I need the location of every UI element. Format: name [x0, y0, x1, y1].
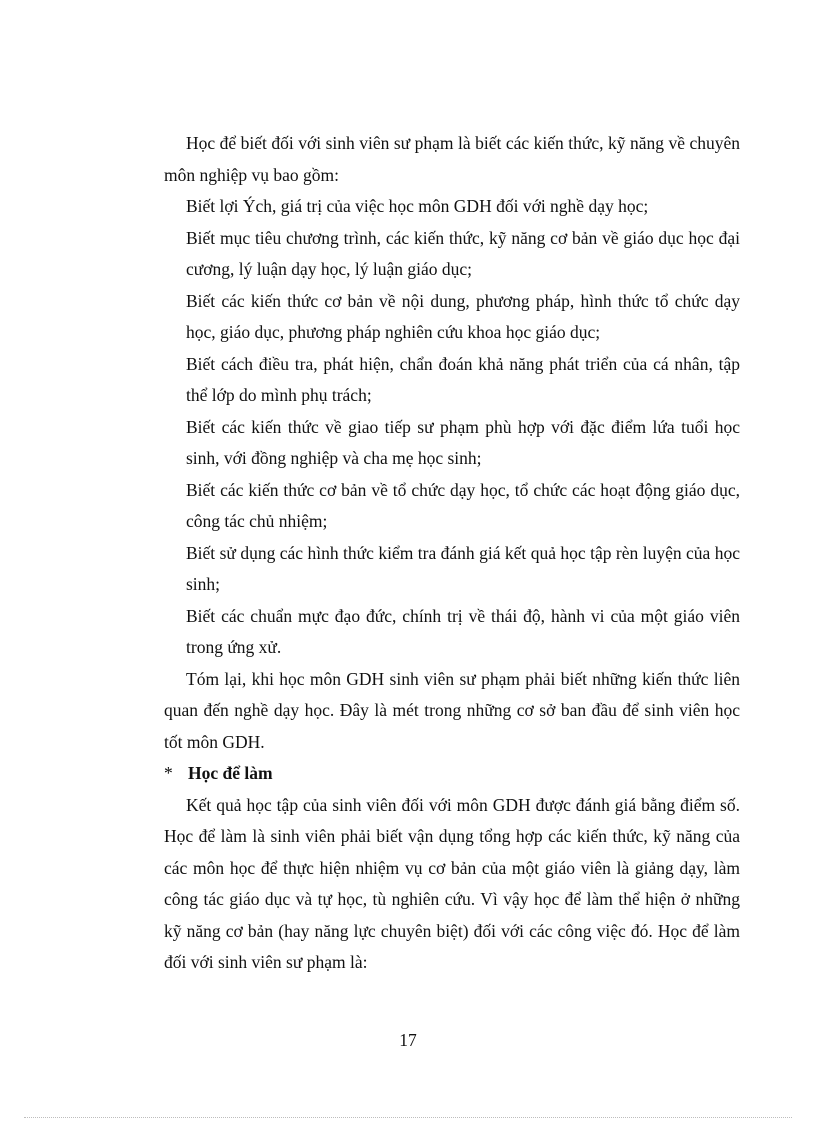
list-item: Biết các chuẩn mực đạo đức, chính trị về thái độ, hành vi của một giáo viên trong ứng xử. [186, 605, 740, 657]
list-item: Biết các kiến thức cơ bản về nội dung, phương pháp, hình thức tổ chức dạy học, giáo dục, phương pháp nghiên cứu khoa học giáo dục; [186, 290, 740, 342]
section-heading [164, 758, 740, 790]
list-item: Biết các kiến thức cơ bản về tổ chức dạy học, tổ chức các hoạt động giáo dục, công tác chủ nhiệm; [186, 479, 740, 531]
intro-paragraph: Học để biết đối với sinh viên sư phạm là biết các kiến thức, kỹ năng về chuyên môn nghiệp vụ bao gồm: [164, 133, 740, 185]
section-heading-text: Học để làm [188, 763, 273, 783]
list-item: Biết mục tiêu chương trình, các kiến thức, kỹ năng cơ bản về giáo dục học đại cương, lý luận dạy học, lý luận giáo dục; [186, 227, 740, 279]
list-item: Biết lợi Ých, giá trị của việc học môn GDH đối với nghề dạy học; [186, 196, 649, 216]
page-number: 17 [399, 1030, 417, 1050]
footer-divider [24, 1117, 792, 1118]
body-paragraph: Kết quả học tập của sinh viên đối với môn GDH được đánh giá bằng điểm số. Học để làm là sinh viên phải biết vận dụng tổng hợp các kiến thức, kỹ năng của các môn học để thực hiện nhiệm vụ cơ bản của một giáo viên là giảng dạy, làm công tác giáo dục và tự học, tù nghiên cứu. Vì vậy học để làm thể hiện ở những kỹ năng cơ bản (hay năng lực chuyên biệt) đối với các công việc đó. Học để làm đối với sinh viên sư phạm là: [164, 794, 740, 972]
summary-paragraph: Tóm lại, khi học môn GDH sinh viên sư phạm phải biết những kiến thức liên quan đến nghề dạy học. Đây là mét trong những cơ sở ban đầu để sinh viên học tốt môn GDH. [164, 668, 740, 752]
list-item: Biết các kiến thức về giao tiếp sư phạm phù hợp với đặc điểm lứa tuổi học sinh, với đồng nghiệp và cha mẹ học sinh; [186, 416, 740, 468]
list-item: Biết sử dụng các hình thức kiểm tra đánh giá kết quả học tập rèn luyện của học sinh; [186, 542, 740, 594]
body-text [164, 128, 740, 979]
list-item: Biết cách điều tra, phát hiện, chẩn đoán khả năng phát triển của cá nhân, tập thể lớp do mình phụ trách; [186, 353, 740, 405]
bullet-star: * [164, 763, 173, 783]
